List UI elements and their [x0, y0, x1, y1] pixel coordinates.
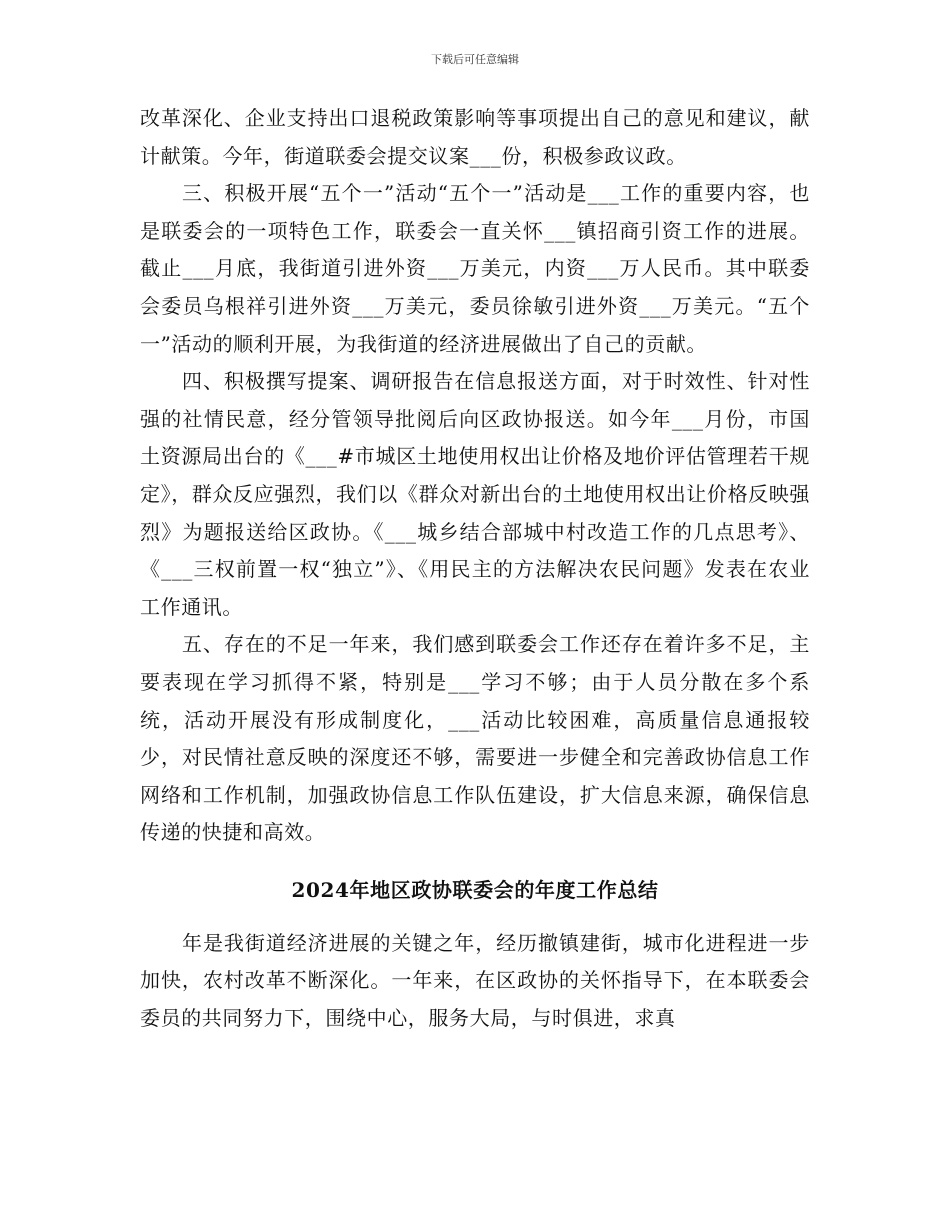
- paragraph-section-five: 五、存在的不足一年来，我们感到联委会工作还存在着许多不足，主要表现在学习抓得不紧，特别是___学习不够；由于人员分散在多个系统，活动开展没有形成制度化，___活动比较困难，高质量信息通报较少，对民情社意反映的深度还不够，需要进一步健全和完善政协信息工作网络和工作机制，加强政协信息工作队伍建设，扩大信息来源，确保信息传递的快捷和高效。: [140, 632, 810, 845]
- paragraph-intro: 年是我街道经济进展的关键之年，经历撤镇建街，城市化进程进一步加快，农村改革不断深化。一年来，在区政协的关怀指导下，在本联委会委员的共同努力下，围绕中心，服务大局，与时俱进，求真: [140, 930, 810, 1031]
- paragraph-section-three: 三、积极开展“五个一”活动“五个一”活动是___工作的重要内容，也是联委会的一项特色工作，联委会一直关怀___镇招商引资工作的进展。截止___月底，我街道引进外资___万美元，内资___万人民币。其中联委会委员乌根祥引进外资___万美元，委员徐敏引进外资___万美元。“五个一”活动的顺利开展，为我街道的经济进展做出了自己的贡献。: [140, 181, 810, 356]
- document-body: [140, 100, 810, 1038]
- section-title: 2024年地区政协联委会的年度工作总结: [291, 877, 659, 902]
- paragraph-continuation: 改革深化、企业支持出口退税政策影响等事项提出自己的意见和建议，献计献策。今年，街道联委会提交议案___份，积极参政议政。: [140, 106, 810, 168]
- page-header-note: 下载后可任意编辑: [431, 53, 519, 66]
- paragraph-section-four: 四、积极撰写提案、调研报告在信息报送方面，对于时效性、针对性强的社情民意，经分管领导批阅后向区政协报送。如今年___月份，市国土资源局出台的《___#市城区土地使用权出让价格及地价评估管理若干规定》，群众反应强烈，我们以《群众对新出台的土地使用权出让价格反映强烈》为题报送给区政协。《___城乡结合部城中村改造工作的几点思考》、《___三权前置一权“独立”》、《用民主的方法解决农民问题》发表在农业工作通讯。: [140, 369, 810, 619]
